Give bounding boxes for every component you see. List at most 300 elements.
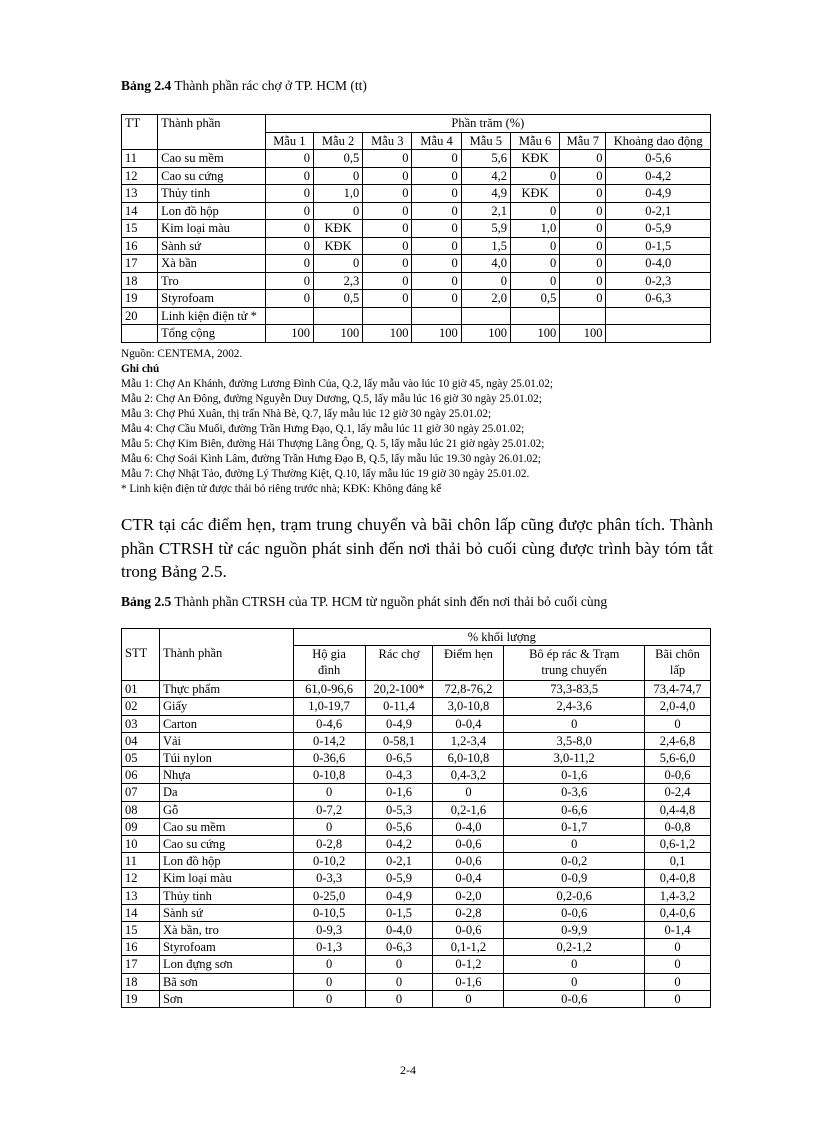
row-value: 0: [560, 150, 606, 168]
row-component: Lon đựng sơn: [159, 956, 293, 973]
row-number: 17: [122, 956, 160, 973]
row-value: 1,0-19,7: [293, 698, 365, 715]
row-value: 0: [265, 185, 313, 203]
table-row: [122, 836, 711, 853]
caption-label: Bảng 2.5: [121, 594, 172, 609]
row-value: KĐK: [313, 220, 362, 238]
table-row: [122, 990, 711, 1007]
row-value: 0-3,6: [504, 784, 645, 801]
row-value: 3,0-10,8: [433, 698, 504, 715]
table-row: [122, 698, 711, 715]
header-source: Hộ gia đình: [293, 646, 365, 681]
row-number: 18: [122, 272, 158, 290]
row-value: 0-0,4: [433, 870, 504, 887]
row-component: Tổng cộng: [158, 325, 266, 343]
table-row: [122, 767, 711, 784]
table-row: [122, 185, 711, 203]
row-number: 12: [122, 167, 158, 185]
row-value: 100: [313, 325, 362, 343]
header-sample: Mẫu 4: [412, 132, 461, 150]
row-value: 0-4,0: [433, 818, 504, 835]
row-value: 1,0: [510, 220, 559, 238]
table-row: [122, 307, 711, 325]
row-value: 0-6,3: [365, 939, 433, 956]
row-number: 05: [122, 750, 160, 767]
row-value: 1,2-3,4: [433, 732, 504, 749]
row-value: 0-2,3: [606, 272, 711, 290]
row-value: 0: [412, 167, 461, 185]
row-value: 100: [510, 325, 559, 343]
row-value: 0: [412, 237, 461, 255]
row-number: 06: [122, 767, 160, 784]
row-value: 0-1,4: [645, 922, 711, 939]
row-component: Nhựa: [159, 767, 293, 784]
row-value: 0,6-1,2: [645, 836, 711, 853]
row-value: 0: [363, 290, 412, 308]
source-note: Nguồn: CENTEMA, 2002.: [121, 348, 243, 360]
header-source: Bô ép rác & Trạm trung chuyển: [504, 646, 645, 681]
row-value: 0,4-0,6: [645, 904, 711, 921]
row-component: Vải: [159, 732, 293, 749]
row-value: 0-2,1: [606, 202, 711, 220]
row-value: 0: [412, 202, 461, 220]
row-value: 0: [560, 290, 606, 308]
row-value: 0: [645, 973, 711, 990]
row-value: 0,4-0,8: [645, 870, 711, 887]
row-value: 0: [510, 167, 559, 185]
row-component: Lon đồ hộp: [158, 202, 266, 220]
header-sample: Mẫu 3: [363, 132, 412, 150]
row-value: 0-14,2: [293, 732, 365, 749]
row-value: 0: [645, 956, 711, 973]
row-value: 0: [363, 185, 412, 203]
row-value: 0: [313, 202, 362, 220]
table-row: [122, 818, 711, 835]
row-value: 0-4,3: [365, 767, 433, 784]
row-number: 13: [122, 185, 158, 203]
row-component: Sành sứ: [158, 237, 266, 255]
row-value: 4,9: [461, 185, 510, 203]
row-value: 0: [412, 272, 461, 290]
row-value: 61,0-96,6: [293, 681, 365, 698]
row-number: 16: [122, 939, 160, 956]
row-value: 0: [560, 220, 606, 238]
row-value: 0-1,2: [433, 956, 504, 973]
row-value: 73,3-83,5: [504, 681, 645, 698]
table-row: [122, 290, 711, 308]
row-value: 0: [265, 150, 313, 168]
table-2-5-caption: [121, 594, 607, 610]
row-value: 0-3,3: [293, 870, 365, 887]
row-value: 0-1,6: [504, 767, 645, 784]
notes-block: [121, 347, 553, 497]
row-number: 12: [122, 870, 160, 887]
table-row: [122, 887, 711, 904]
row-number: 15: [122, 220, 158, 238]
row-value: 0-0,8: [645, 818, 711, 835]
row-value: [606, 307, 711, 325]
header-stt: STT: [122, 629, 160, 681]
row-number: 08: [122, 801, 160, 818]
row-value: 0: [363, 150, 412, 168]
row-number: 04: [122, 732, 160, 749]
row-value: 0: [433, 990, 504, 1007]
row-value: 0-0,6: [433, 853, 504, 870]
row-value: 0: [645, 939, 711, 956]
row-value: 0-0,9: [504, 870, 645, 887]
row-component: Cao su cứng: [158, 167, 266, 185]
row-number: 20: [122, 307, 158, 325]
row-value: 0: [365, 990, 433, 1007]
notes-title: Ghi chú: [121, 363, 160, 375]
row-value: 20,2-100*: [365, 681, 433, 698]
row-value: 0-6,3: [606, 290, 711, 308]
row-value: 4,2: [461, 167, 510, 185]
row-number: 19: [122, 290, 158, 308]
row-value: 0: [412, 255, 461, 273]
row-component: Bã sơn: [159, 973, 293, 990]
table-row: [122, 853, 711, 870]
row-value: 0-1,5: [365, 904, 433, 921]
row-value: 0: [560, 202, 606, 220]
row-component: Thủy tinh: [158, 185, 266, 203]
row-value: 0-0,6: [645, 767, 711, 784]
row-value: 0-0,6: [504, 904, 645, 921]
row-value: 0: [412, 150, 461, 168]
row-component: Cao su cứng: [159, 836, 293, 853]
row-value: 0-1,6: [365, 784, 433, 801]
row-value: 0,2-1,2: [504, 939, 645, 956]
row-value: [606, 325, 711, 343]
row-value: 0-11,4: [365, 698, 433, 715]
table-2-4-caption: [121, 78, 367, 94]
header-sample: Mẫu 1: [265, 132, 313, 150]
row-value: 0-1,3: [293, 939, 365, 956]
row-number: 10: [122, 836, 160, 853]
header-source: Bãi chôn lấp: [645, 646, 711, 681]
page-number: 2-4: [400, 1063, 416, 1077]
row-value: 0: [504, 956, 645, 973]
row-value: 0-6,5: [365, 750, 433, 767]
row-number: 03: [122, 715, 160, 732]
row-value: 0-4,9: [365, 715, 433, 732]
row-value: 0: [560, 237, 606, 255]
header-sample: Mẫu 6: [510, 132, 559, 150]
table-row: [122, 220, 711, 238]
row-value: 0-4,6: [293, 715, 365, 732]
row-value: 0: [293, 973, 365, 990]
row-value: 0-1,5: [606, 237, 711, 255]
caption-text: Thành phần CTRSH của TP. HCM từ nguồn phát sinh đến nơi thải bỏ cuối cùng: [171, 594, 608, 609]
row-value: 0: [510, 255, 559, 273]
row-value: 0-1,7: [504, 818, 645, 835]
row-value: 0: [265, 220, 313, 238]
row-number: 17: [122, 255, 158, 273]
table-row: [122, 715, 711, 732]
row-value: 4,0: [461, 255, 510, 273]
note-line: Mẫu 3: Chợ Phú Xuân, thị trấn Nhà Bè, Q.7, lấy mẫu lúc 12 giờ 30 ngày 25.01.02;: [121, 408, 492, 420]
header-row: [122, 115, 711, 133]
table-row: [122, 801, 711, 818]
header-percent: Phần trăm (%): [265, 115, 710, 133]
header-component: Thành phần: [159, 629, 293, 681]
row-value: 0: [510, 237, 559, 255]
row-value: [412, 307, 461, 325]
row-value: 0,2-0,6: [504, 887, 645, 904]
table-row: [122, 939, 711, 956]
table-row: [122, 973, 711, 990]
row-value: 0: [265, 237, 313, 255]
caption-text: Thành phần rác chợ ở TP. HCM (tt): [171, 78, 367, 93]
table-row: [122, 272, 711, 290]
table-row: [122, 202, 711, 220]
row-component: Kim loại màu: [159, 870, 293, 887]
row-value: 2,3: [313, 272, 362, 290]
row-value: 0-4,9: [606, 185, 711, 203]
table-row: [122, 750, 711, 767]
row-number: [122, 325, 158, 343]
row-value: 0-5,9: [606, 220, 711, 238]
row-value: 0: [293, 818, 365, 835]
row-value: 0: [412, 290, 461, 308]
row-value: [510, 307, 559, 325]
row-value: 0: [265, 272, 313, 290]
row-value: 5,9: [461, 220, 510, 238]
row-number: 11: [122, 853, 160, 870]
row-value: 0: [365, 973, 433, 990]
header-sample: Mẫu 2: [313, 132, 362, 150]
row-value: 1,0: [313, 185, 362, 203]
row-value: 0: [645, 990, 711, 1007]
note-line: * Linh kiện điện tử được thải bỏ riêng trước nhà; KĐK: Không đáng kể: [121, 483, 442, 495]
row-value: 0-4,2: [365, 836, 433, 853]
header-component: Thành phần: [158, 115, 266, 150]
header-source: Rác chợ: [365, 646, 433, 681]
row-value: 0-4,0: [606, 255, 711, 273]
row-component: Styrofoam: [158, 290, 266, 308]
row-value: 6,0-10,8: [433, 750, 504, 767]
row-component: Kim loại màu: [158, 220, 266, 238]
row-value: 72,8-76,2: [433, 681, 504, 698]
row-value: 0,5: [313, 150, 362, 168]
row-value: 0: [293, 956, 365, 973]
row-number: 13: [122, 887, 160, 904]
row-value: 1,5: [461, 237, 510, 255]
row-value: KĐK: [313, 237, 362, 255]
row-number: 15: [122, 922, 160, 939]
row-value: 100: [461, 325, 510, 343]
table-row: [122, 325, 711, 343]
row-value: 0: [412, 220, 461, 238]
row-number: 14: [122, 202, 158, 220]
row-component: Cao su mềm: [158, 150, 266, 168]
table-row: [122, 904, 711, 921]
row-value: [363, 307, 412, 325]
row-value: 0-9,3: [293, 922, 365, 939]
note-line: Mẫu 7: Chợ Nhật Tảo, đường Lý Thường Kiệt, Q.10, lấy mẫu lúc 19 giờ 30 ngày 25.01.02.: [121, 468, 530, 480]
row-component: Tro: [158, 272, 266, 290]
note-line: Mẫu 4: Chợ Cầu Muối, đường Trần Hưng Đạo, Q.1, lấy mẫu lúc 11 giờ 30 ngày 25.01.02;: [121, 423, 525, 435]
row-component: Styrofoam: [159, 939, 293, 956]
row-value: 0-0,6: [504, 990, 645, 1007]
row-value: 0-25,0: [293, 887, 365, 904]
row-value: 0-1,6: [433, 973, 504, 990]
row-value: 0: [313, 255, 362, 273]
table-row: [122, 870, 711, 887]
row-value: 3,0-11,2: [504, 750, 645, 767]
table-row: [122, 255, 711, 273]
row-value: 0: [560, 185, 606, 203]
row-number: 09: [122, 818, 160, 835]
row-value: 0-5,6: [365, 818, 433, 835]
row-value: 0: [560, 167, 606, 185]
row-value: 0-2,8: [433, 904, 504, 921]
row-value: 0-10,8: [293, 767, 365, 784]
table-2-4: [121, 114, 711, 343]
row-value: 0-58,1: [365, 732, 433, 749]
row-component: Sành sứ: [159, 904, 293, 921]
row-value: 0-7,2: [293, 801, 365, 818]
row-value: 0,1: [645, 853, 711, 870]
row-value: 0: [363, 237, 412, 255]
row-value: 3,5-8,0: [504, 732, 645, 749]
row-component: Thủy tinh: [159, 887, 293, 904]
row-value: 0-36,6: [293, 750, 365, 767]
header-row: [122, 629, 711, 646]
body-paragraph: CTR tại các điểm hẹn, trạm trung chuyển và bãi chôn lấp cũng được phân tích. Thành phần CTRSH từ các nguồn phát sinh đến nơi thải bỏ cuối cùng được trình bày tóm tắt trong Bảng 2.5.: [121, 515, 713, 581]
row-number: 16: [122, 237, 158, 255]
row-value: 0-10,5: [293, 904, 365, 921]
row-value: 0,5: [313, 290, 362, 308]
row-value: 0: [363, 272, 412, 290]
row-value: 0: [265, 255, 313, 273]
row-value: 2,0-4,0: [645, 698, 711, 715]
row-value: 0-5,6: [606, 150, 711, 168]
row-value: 0-9,9: [504, 922, 645, 939]
row-value: 0: [510, 272, 559, 290]
row-value: 0-5,9: [365, 870, 433, 887]
row-value: 0: [433, 784, 504, 801]
row-value: 0,1-1,2: [433, 939, 504, 956]
table-row: [122, 167, 711, 185]
row-value: 0-10,2: [293, 853, 365, 870]
row-value: [313, 307, 362, 325]
row-value: 0-4,2: [606, 167, 711, 185]
row-value: 0: [363, 255, 412, 273]
row-value: 0,4-4,8: [645, 801, 711, 818]
row-value: 100: [363, 325, 412, 343]
row-value: 2,4-6,8: [645, 732, 711, 749]
row-value: 0: [504, 836, 645, 853]
table-row: [122, 732, 711, 749]
row-component: Túi nylon: [159, 750, 293, 767]
header-source: Điểm hẹn: [433, 646, 504, 681]
table-row: [122, 237, 711, 255]
row-number: 14: [122, 904, 160, 921]
row-value: 0-2,8: [293, 836, 365, 853]
row-value: [265, 307, 313, 325]
row-value: 0: [504, 973, 645, 990]
row-value: 0: [313, 167, 362, 185]
row-component: Carton: [159, 715, 293, 732]
row-value: 0: [265, 202, 313, 220]
row-value: KĐK: [510, 185, 559, 203]
row-value: KĐK: [510, 150, 559, 168]
row-value: 0,4-3,2: [433, 767, 504, 784]
row-value: 0-2,0: [433, 887, 504, 904]
header-sample: Khoảng dao động: [606, 132, 711, 150]
row-value: 0,2-1,6: [433, 801, 504, 818]
row-value: 5,6-6,0: [645, 750, 711, 767]
row-value: 0-0,6: [433, 922, 504, 939]
row-component: Linh kiện điện tử *: [158, 307, 266, 325]
row-value: 0: [293, 990, 365, 1007]
note-line: Mẫu 5: Chợ Kim Biên, đường Hải Thượng Lãng Ông, Q. 5, lấy mẫu lúc 21 giờ ngày 25.01.02;: [121, 438, 545, 450]
row-value: 0: [265, 290, 313, 308]
row-value: 0-0,4: [433, 715, 504, 732]
row-value: 0: [293, 784, 365, 801]
row-value: 0: [560, 272, 606, 290]
row-value: 1,4-3,2: [645, 887, 711, 904]
table-row: [122, 922, 711, 939]
row-value: 0: [363, 202, 412, 220]
row-value: 0: [363, 220, 412, 238]
row-value: 0: [560, 255, 606, 273]
row-value: 0: [645, 715, 711, 732]
row-value: 0-5,3: [365, 801, 433, 818]
row-value: 0-0,2: [504, 853, 645, 870]
row-value: 2,0: [461, 290, 510, 308]
row-component: Thực phẩm: [159, 681, 293, 698]
row-value: 0-4,9: [365, 887, 433, 904]
row-value: 0: [510, 202, 559, 220]
row-value: 2,1: [461, 202, 510, 220]
note-line: Mẫu 2: Chợ An Đông, đường Nguyễn Duy Dương, Q.5, lấy mẫu lúc 16 giờ 30 ngày 25.01.02;: [121, 393, 542, 405]
row-value: 100: [412, 325, 461, 343]
header-sample: Mẫu 5: [461, 132, 510, 150]
header-tt: TT: [122, 115, 158, 150]
row-component: Sơn: [159, 990, 293, 1007]
row-component: Da: [159, 784, 293, 801]
caption-label: Bảng 2.4: [121, 78, 172, 93]
row-number: 02: [122, 698, 160, 715]
row-number: 19: [122, 990, 160, 1007]
row-value: 5,6: [461, 150, 510, 168]
header-mass: % khối lượng: [293, 629, 710, 646]
row-value: 0-6,6: [504, 801, 645, 818]
row-value: 0-2,4: [645, 784, 711, 801]
note-line: Mẫu 1: Chợ An Khánh, đường Lương Đình Của, Q.2, lấy mẫu vào lúc 10 giờ 45, ngày 25.01.02;: [121, 378, 553, 390]
row-value: 0: [265, 167, 313, 185]
table-row: [122, 784, 711, 801]
row-value: 0: [365, 956, 433, 973]
table-2-5: [121, 628, 711, 1008]
row-value: [560, 307, 606, 325]
row-value: 0: [461, 272, 510, 290]
row-component: Cao su mềm: [159, 818, 293, 835]
row-value: 0,5: [510, 290, 559, 308]
row-value: 0: [363, 167, 412, 185]
row-value: 100: [265, 325, 313, 343]
row-component: Xà bần, tro: [159, 922, 293, 939]
row-component: Xà bần: [158, 255, 266, 273]
table-row: [122, 681, 711, 698]
row-value: 2,4-3,6: [504, 698, 645, 715]
row-value: [461, 307, 510, 325]
row-value: 0: [412, 185, 461, 203]
table-row: [122, 150, 711, 168]
row-number: 07: [122, 784, 160, 801]
